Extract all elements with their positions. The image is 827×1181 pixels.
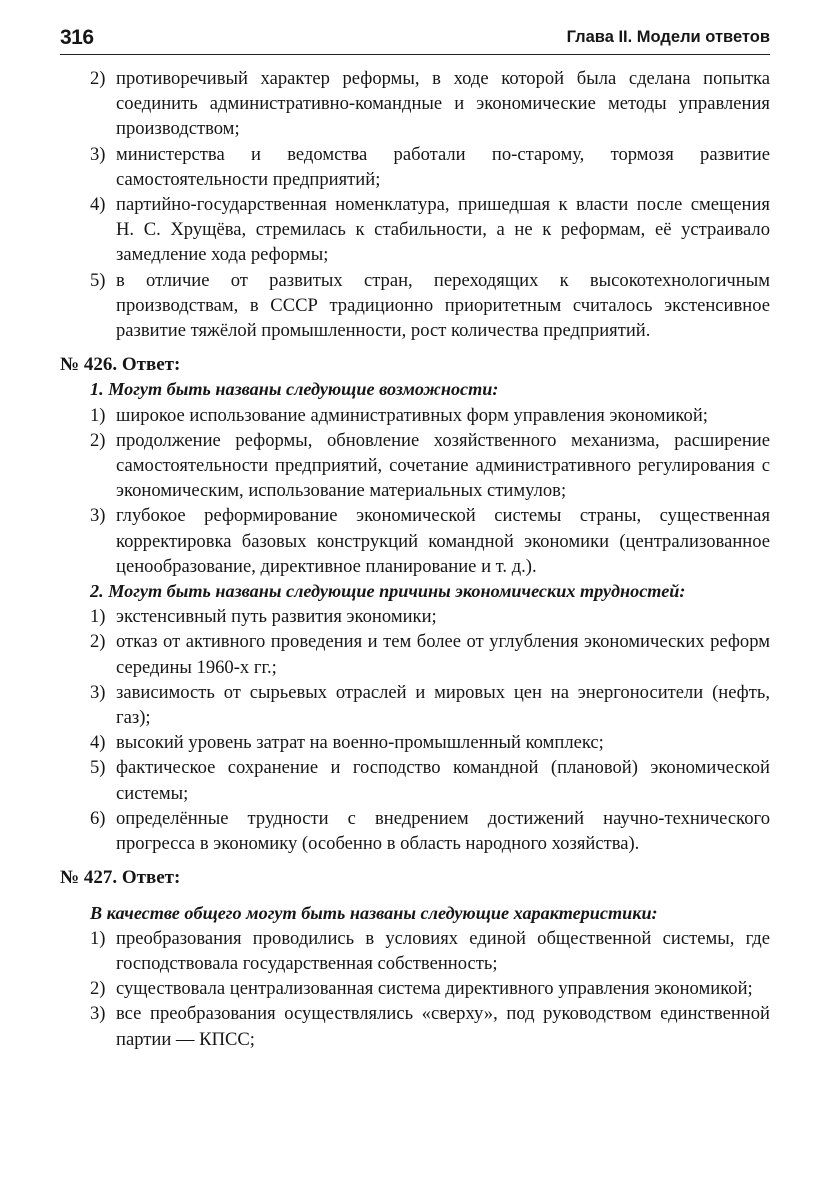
- list-item: 2) противоречивый характер реформы, в ходе которой была сделана попытка соединить административно-командные и экономические методы управления производством;: [90, 68, 770, 140]
- page-header: [60, 24, 770, 55]
- answer-427-heading: № 427. Ответ:: [60, 867, 181, 889]
- list-item: 1) широкое использование административных форм управления экономикой;: [90, 404, 708, 426]
- answer-427-sub-heading: В качестве общего могут быть названы следующие характеристики:: [90, 902, 658, 923]
- answer-426-heading: № 426. Ответ:: [60, 354, 181, 376]
- page-number: 316: [60, 26, 94, 49]
- answer-426-part1-heading: 1. Могут быть названы следующие возможности:: [90, 379, 499, 400]
- answer-426-part1-list: [60, 403, 770, 579]
- answer-426-part2-list: [60, 604, 770, 856]
- list-item: 3) зависимость от сырьевых отраслей и мировых цен на энергоносители (нефть, газ);: [90, 681, 770, 729]
- list-item: 6) определённые трудности с внедрением достижений научно-технического прогресса в экономику (особенно в область народного хозяйства).: [90, 807, 770, 855]
- page-content: [60, 66, 770, 1052]
- list-item: 3) все преобразования осуществлялись «сверху», под руководством единственной партии — КПСС;: [90, 1003, 770, 1050]
- list-item: 2) существовала централизованная система директивного управления экономикой;: [90, 978, 753, 1000]
- answer-427-list: [60, 926, 770, 1052]
- answer-426-part2-heading: 2. Могут быть названы следующие причины экономических трудностей:: [90, 581, 686, 602]
- list-item: 3) министерства и ведомства работали по-старому, тормозя развитие самостоятельности предприятий;: [90, 143, 770, 190]
- list-item: 4) высокий уровень затрат на военно-промышленный комплекс;: [90, 732, 604, 754]
- chapter-title: Глава II. Модели ответов: [566, 28, 770, 46]
- list-item: 5) в отличие от развитых стран, переходящих к высокотехнологичным производствам, в СССР традиционно приоритетным считалось экстенсивное развитие тяжёлой промышленности, рост количества предприятий.: [90, 269, 770, 342]
- list-item: 2) продолжение реформы, обновление хозяйственного механизма, расширение самостоятельности предприятий, сочетание административного регулирования с экономическим, использование материальных стимулов;: [90, 429, 770, 502]
- intro-list: [60, 66, 770, 343]
- list-item: 3) глубокое реформирование экономической системы страны, существенная корректировка базовых конструкций командной экономики (централизованное ценообразование, директивное планирование и т. д.).: [90, 505, 770, 577]
- list-item: 2) отказ от активного проведения и тем более от углубления экономических реформ середины 1960-х гг.;: [90, 631, 770, 678]
- list-item: 4) партийно-государственная номенклатура, пришедшая к власти после смещения Н. С. Хрущёва, стремилась к стабильности, а не к реформам, её устраивало замедление хода реформы;: [90, 194, 770, 266]
- list-item: 1) преобразования проводились в условиях единой общественной системы, где господствовала государственная собственность;: [90, 927, 770, 974]
- list-item: 5) фактическое сохранение и господство командной (плановой) экономической системы;: [90, 757, 770, 804]
- list-item: 1) экстенсивный путь развития экономики;: [90, 606, 437, 628]
